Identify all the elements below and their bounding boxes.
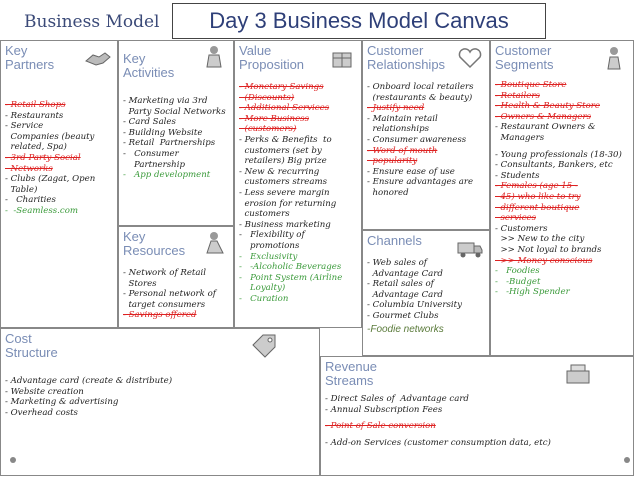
list-item: - Health & Beauty Store — [495, 101, 600, 112]
list-item: - Perks & Benefits to — [239, 134, 332, 145]
list-item: (restaurants & beauty) — [367, 92, 473, 103]
list-item: - Restaurants — [5, 110, 64, 121]
list-item: honored — [367, 187, 409, 198]
gift-icon — [327, 45, 357, 71]
list-item: relationships — [367, 124, 430, 135]
list-item: - Direct Sales of Advantage card — [325, 394, 469, 404]
cost-structure-list — [5, 376, 315, 418]
list-item: - App development — [123, 170, 211, 181]
list-item: services — [495, 213, 536, 224]
list-item: - -High Spender — [495, 287, 570, 298]
list-item: - Personal network of — [123, 289, 216, 300]
list-item: - Point System (Airline — [239, 272, 343, 283]
list-item: - Advantage card (create & distribute) — [5, 376, 173, 386]
list-item: target consumers — [123, 299, 206, 310]
list-item: - Web sales of — [367, 258, 427, 268]
list-item: - Onboard local retailers — [367, 82, 474, 92]
truck-icon — [455, 235, 485, 261]
list-item: promotions — [239, 240, 300, 251]
list-item: - Service — [5, 121, 44, 132]
list-item: - Building Website — [123, 127, 203, 138]
list-item: - Less severe margin — [239, 187, 330, 198]
list-item: >> Money conscious — [495, 255, 593, 266]
list-item: - Exclusivity — [239, 251, 298, 262]
revenue-streams-title: Revenue Streams — [325, 359, 378, 388]
list-item: Advantage Card — [367, 268, 443, 279]
list-item: - Consumer — [123, 148, 179, 159]
key-activities-title: Key Activities — [123, 51, 175, 80]
key-partners-list — [5, 100, 113, 217]
worker-icon — [199, 45, 229, 71]
list-item: - Savings offered — [123, 310, 197, 321]
list-item: - Customers — [495, 223, 548, 234]
list-item: - Retail Partnerships — [123, 138, 216, 149]
canvas-grid — [0, 40, 634, 476]
channels-list — [367, 258, 485, 322]
handshake-icon — [83, 45, 113, 71]
list-item: - Network of Retail — [123, 268, 206, 278]
canvas-title: Day 3 Business Model Canvas — [172, 3, 546, 39]
list-item: popularity — [367, 156, 418, 167]
value-proposition-cell — [234, 40, 362, 328]
list-item: >> New to the city — [495, 234, 585, 245]
list-item: - -Alcoholic Beverages — [239, 262, 342, 273]
list-item: - Retailers — [495, 90, 540, 101]
list-item: - Columbia University — [367, 300, 462, 311]
list-item: - Business marketing — [239, 219, 331, 230]
list-item: - Restaurant Owners & — [495, 122, 596, 133]
list-item: Companies (beauty — [5, 131, 95, 142]
list-item: - Charities — [5, 195, 56, 206]
list-item: related, Spa) — [5, 142, 67, 153]
list-item: - Annual Subscription Fees — [325, 404, 443, 415]
list-item: - Ensure advantages are — [367, 177, 474, 188]
slide-dot — [10, 457, 16, 463]
key-resources-cell — [118, 226, 234, 328]
list-item: erosion for returning — [239, 198, 337, 209]
customer-relationships-list — [367, 82, 485, 199]
list-item: Advantage Card — [367, 289, 443, 300]
customer-segments-title: Customer Segments — [495, 43, 554, 72]
key-partners-title: Key Partners — [5, 43, 55, 72]
list-item: - Monetary Savings — [239, 82, 324, 92]
list-item: - Justify need — [367, 103, 425, 114]
list-item: (Discounts) — [239, 92, 295, 103]
list-item: - Point of Sale conversion — [325, 421, 436, 432]
list-item: Stores — [123, 278, 157, 289]
channels-title: Channels — [367, 233, 422, 248]
list-item: - -Seamless.com — [5, 205, 79, 216]
list-item: - Clubs (Zagat, Open — [5, 174, 96, 185]
list-item: customers streams — [239, 177, 328, 188]
list-item: customers — [239, 209, 290, 220]
list-item: - Marketing & advertising — [5, 397, 119, 408]
customer-relationships-cell — [362, 40, 490, 230]
list-item: - Boutique Store — [495, 80, 567, 90]
list-item: - Maintain retail — [367, 113, 438, 124]
list-item: - Overhead costs — [5, 407, 78, 418]
list-item: - Owners & Managers — [495, 111, 591, 122]
list-item: - Ensure ease of use — [367, 166, 455, 177]
key-resources-list — [123, 268, 229, 321]
customer-segments-cell — [490, 40, 634, 356]
list-item: - 3rd Party Social — [5, 152, 81, 163]
list-item: - Females (age 15 - — [495, 181, 578, 192]
list-item: - Retail sales of — [367, 279, 434, 290]
list-item: Table) — [5, 184, 38, 195]
key-activities-list — [123, 96, 229, 181]
list-item: Networks — [5, 163, 53, 174]
business-model-label: Business Model — [24, 12, 160, 32]
value-proposition-title: Value Proposition — [239, 43, 305, 72]
list-item: - Word of mouth — [367, 145, 438, 156]
customer-segments-list — [495, 80, 629, 298]
list-item: - Curation — [239, 293, 289, 304]
list-item: - New & recurring — [239, 166, 320, 177]
key-resources-title: Key Resources — [123, 229, 186, 258]
list-item: Managers — [495, 132, 545, 143]
cost-structure-title: Cost Structure — [5, 331, 58, 360]
value-proposition-list — [239, 82, 357, 304]
list-item: - Retail Shops — [5, 100, 66, 110]
revenue-streams-cell — [320, 356, 634, 476]
customer-relationships-title: Customer Relationships — [367, 43, 446, 72]
people-icon — [599, 45, 629, 71]
slide-dot — [624, 457, 630, 463]
list-item: - Foodies — [495, 266, 540, 277]
list-item: - Add-on Services (customer consumption data, etc) — [325, 437, 551, 448]
key-partners-cell — [0, 40, 118, 328]
cost-structure-cell — [0, 328, 320, 476]
list-item: - -Budget — [495, 276, 541, 287]
list-item: Partnership — [123, 159, 185, 170]
revenue-streams-list — [325, 394, 629, 448]
list-item: Party Social Networks — [123, 106, 226, 117]
list-item: - Young professionals (18-30) — [495, 149, 622, 160]
list-item: retailers) Big prize — [239, 156, 327, 167]
list-item: - Website creation — [5, 386, 84, 397]
list-item: 45) who like to try — [495, 191, 581, 202]
key-activities-cell — [118, 40, 234, 226]
list-item: - Consumer awareness — [367, 134, 467, 145]
list-item: customers (set by — [239, 145, 322, 156]
list-item: (customers) — [239, 124, 297, 135]
list-item: Loyalty) — [239, 283, 286, 294]
channels-cell — [362, 230, 490, 356]
list-item: - Card Sales — [123, 117, 176, 128]
list-item: different boutique — [495, 202, 580, 213]
list-item: - Students — [495, 170, 540, 181]
list-item: - Consultants, Bankers, etc — [495, 160, 613, 171]
cash-register-icon — [563, 361, 593, 387]
price-tag-icon — [249, 333, 279, 359]
list-item: - More Business — [239, 113, 309, 124]
foodie-networks-note: -Foodie networks — [367, 323, 444, 335]
list-item: - Additional Services — [239, 103, 330, 114]
worker-icon — [199, 231, 229, 257]
list-item: - Marketing via 3rd — [123, 96, 208, 106]
list-item: - Gourmet Clubs — [367, 310, 439, 321]
heart-icon — [455, 45, 485, 71]
list-item: >> Not loyal to brands — [495, 244, 602, 255]
list-item: - Flexibility of — [239, 230, 305, 241]
